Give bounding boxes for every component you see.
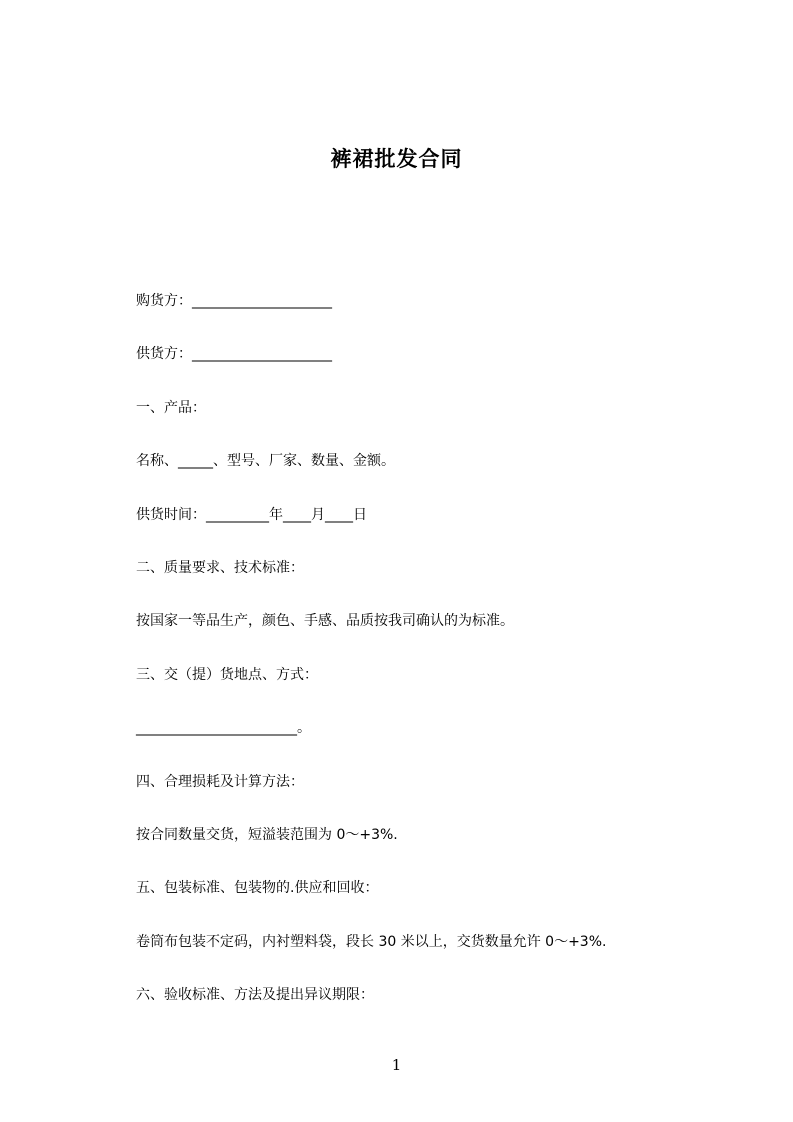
section-1-heading: 一、产品： [136,400,206,416]
section-5-heading: 五、包装标准、包装物的.供应和回收： [136,880,379,896]
document-title: 裤裙批发合同 [330,147,463,171]
section-6-heading: 六、验收标准、方法及提出异议期限： [136,987,374,1003]
section-4-heading: 四、合理损耗及计算方法： [136,774,304,790]
supplier-line: 供货方：____________________ [136,346,332,362]
buyer-line: 购货方：____________________ [136,293,332,309]
product-details-line: 名称、_____、型号、厂家、数量、金额。 [136,453,395,469]
delivery-place-blank: _______________________。 [136,720,311,736]
section-2-heading: 二、质量要求、技术标准： [136,560,304,576]
quality-standard-text: 按国家一等品生产，颜色、手感、品质按我司确认的为标准。 [136,613,514,629]
loss-calculation-text: 按合同数量交货，短溢装范围为 0～+3%. [136,827,398,843]
section-3-heading: 三、交（提）货地点、方式： [136,667,318,683]
delivery-time-line: 供货时间：_________年____月____日 [136,507,367,523]
packaging-text: 卷筒布包装不定码，内衬塑料袋，段长 30 米以上，交货数量允许 0～+3%. [136,934,607,950]
page-number: 1 [391,1056,402,1074]
